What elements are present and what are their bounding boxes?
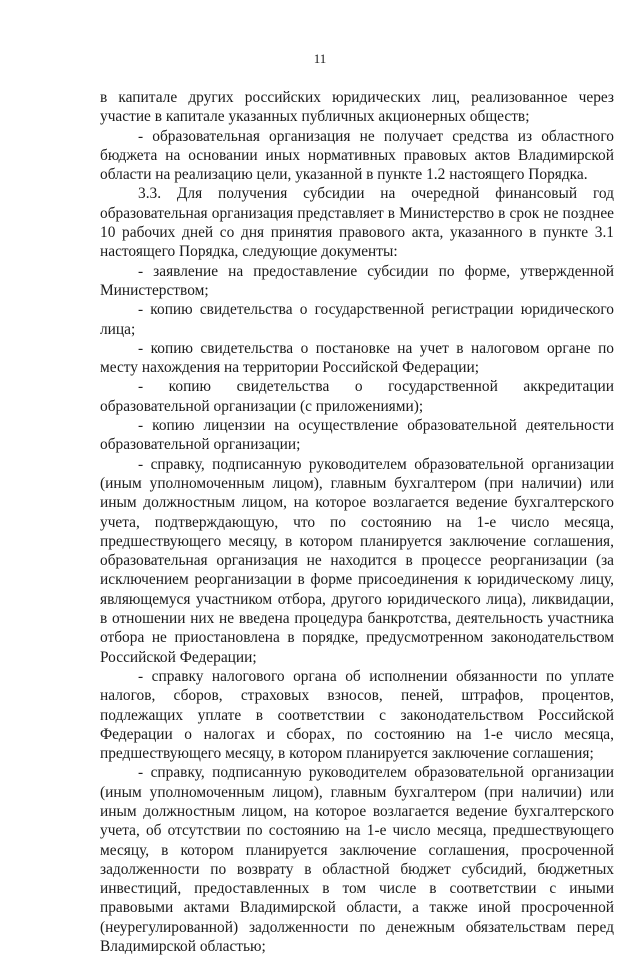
list-item: - заявление на предоставление субсидии по форме, утвержденной Министерством; bbox=[100, 262, 614, 299]
list-item: - справку налогового органа об исполнении обязанности по уплате налогов, сборов, страховых взносов, пеней, штрафов, процентов, подлежащих уплате в соответствии с законодательством Российской Федерации о налогах и сборах, по состоянию на 1-е число месяца, предшествующего месяцу, в котором планируется заключение соглашения; bbox=[100, 667, 614, 763]
list-item: - копию свидетельства о государственной регистрации юридического лица; bbox=[100, 301, 614, 338]
list-item: - копию свидетельства о государственной аккредитации образовательной организации (с приложениями); bbox=[100, 378, 614, 415]
list-item: - копию свидетельства о постановке на учет в налоговом органе по месту нахождения на территории Российской Федерации; bbox=[100, 339, 614, 377]
list-item: - образовательная организация не получает средства из областного бюджета на основании иных нормативных правовых актов Владимирской области на реализацию цели, указанной в пункте 1.2 настоящего Порядка. bbox=[100, 127, 614, 184]
paragraph-continuation: в капитале других российских юридических лиц, реализованное через участие в капитале указанных публичных акционерных обществ; bbox=[100, 89, 614, 126]
list-item: - справку, подписанную руководителем образовательной организации (иным уполномоченным лицом), главным бухгалтером (при наличии) или иным должностным лицом, на которое возлагается ведение бухгалтерского учета, об отсутствии по состоянию на 1-е число месяца, предшествующего месяцу, в котором планируется заключение соглашения, просроченной задолженности по возврату в областной бюджет субсидий, бюджетных инвестиций, предоставленных в том числе в соответствии с иными правовыми актами Владимирской области, а также иной просроченной (неурегулированной) задолженности по денежным обязательствам перед Владимирской областью; bbox=[100, 764, 614, 956]
clause-3-3: 3.3. Для получения субсидии на очередной финансовый год образовательная организация представляет в Министерство в срок не позднее 10 рабочих дней со дня принятия правового акта, указанного в пункте 3.1 настоящего Порядка, следующие документы: bbox=[100, 185, 614, 261]
list-item: - копию лицензии на осуществление образовательной деятельности образовательной организации; bbox=[100, 417, 614, 454]
document-body bbox=[100, 88, 614, 956]
list-item: - справку, подписанную руководителем образовательной организации (иным уполномоченным лицом), главным бухгалтером (при наличии) или иным должностным лицом, на которое возлагается ведение бухгалтерского учета, подтверждающую, что по состоянию на 1-е число месяца, предшествующего месяцу, в котором планируется заключение соглашения, образовательная организация не находится в процессе реорганизации (за исключением реорганизации в форме присоединения к юридическому лицу, являющемуся участником отбора, другого юридического лица), ликвидации, в отношении них не введена процедура банкротства, деятельность участника отбора не приостановлена в порядке, предусмотренном законодательством Российской Федерации; bbox=[100, 455, 614, 666]
page-number: 11 bbox=[313, 51, 327, 66]
